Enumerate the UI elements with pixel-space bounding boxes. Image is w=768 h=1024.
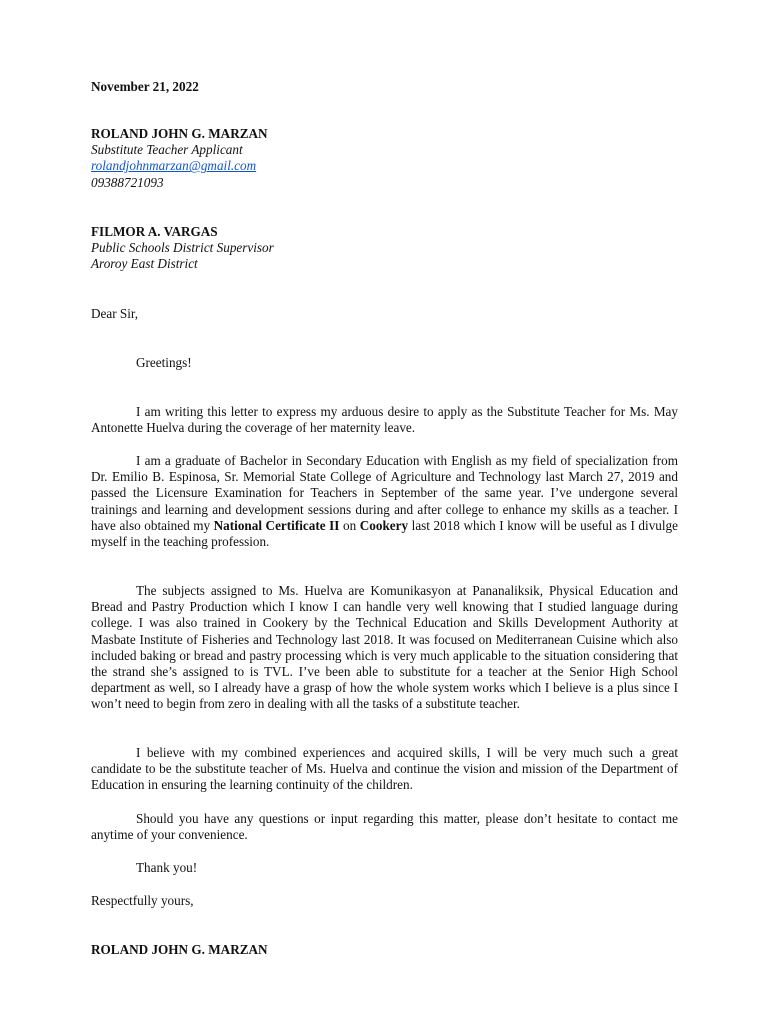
paragraph-candidacy: I believe with my combined experiences and acquired skills, I will be very much such a great candidate to be the substitute teacher of Ms. Huelva and continue the vision and mission of the Department of Education in ensuring the learning continuity of the children. <box>91 745 678 793</box>
sender-phone: 09388721093 <box>91 174 164 190</box>
certificate-field: Cookery <box>359 517 409 533</box>
paragraph-education-text-1: I am a graduate of Bachelor in Secondary Education with English as my field of specialization from Dr. Emilio B. Espinosa, Sr. Memorial State College of Agriculture and Technology last March 27, 2019 and passed the Licensure Examination for Teachers in September of the same year. I’ve undergone several trainings and learning and development sessions during and after college to enhance my skills as a teacher. I have also obtained my <box>91 453 678 533</box>
greeting: Greetings! <box>136 355 192 370</box>
sender-title: Substitute Teacher Applicant <box>91 142 243 158</box>
recipient-district: Aroroy East District <box>91 256 198 272</box>
certificate-name: National Certificate II <box>213 517 340 533</box>
recipient-block <box>91 224 678 273</box>
closing-line: Respectfully yours, <box>91 893 194 908</box>
paragraph-education-text-3: last 2018 which I know will be useful as I divulge myself in the teaching profession. <box>91 517 678 550</box>
sender-name: ROLAND JOHN G. MARZAN <box>91 126 268 141</box>
paragraph-contact: Should you have any questions or input regarding this matter, please don’t hesitate to contact me anytime of your convenience. <box>91 811 678 843</box>
paragraph-intent: I am writing this letter to express my arduous desire to apply as the Substitute Teacher for Ms. May Antonette Huelva during the coverage of her maternity leave. <box>91 404 678 436</box>
signature-name: ROLAND JOHN G. MARZAN <box>91 942 268 957</box>
recipient-title: Public Schools District Supervisor <box>91 240 274 256</box>
letter-date: November 21, 2022 <box>91 79 199 94</box>
salutation: Dear Sir, <box>91 306 139 321</box>
thanks-line: Thank you! <box>136 860 198 875</box>
recipient-name: FILMOR A. VARGAS <box>91 224 218 239</box>
paragraph-subjects: The subjects assigned to Ms. Huelva are Komunikasyon at Pananaliksik, Physical Education and Bread and Pastry Production which I know I can handle very well knowing that I studied language during college. I was also trained in Cookery by the Technical Education and Skills Development Authority at Masbate Institute of Fisheries and Technology last 2018. It was focused on Mediterranean Cuisine which also included baking or bread and pastry processing which is very much applicable to the situation considering that the strand she’s assigned to is TVL. I’ve been able to substitute for a teacher at the Senior High School department as well, so I already have a grasp of how the whole system works which I believe is a plus since I won’t need to begin from zero in dealing with all the tasks of a substitute teacher. <box>91 583 678 712</box>
sender-block <box>91 126 678 191</box>
paragraph-education <box>91 453 678 550</box>
paragraph-education-text-2: on <box>339 517 360 533</box>
sender-email-link[interactable]: rolandjohnmarzan@gmail.com <box>91 158 257 174</box>
